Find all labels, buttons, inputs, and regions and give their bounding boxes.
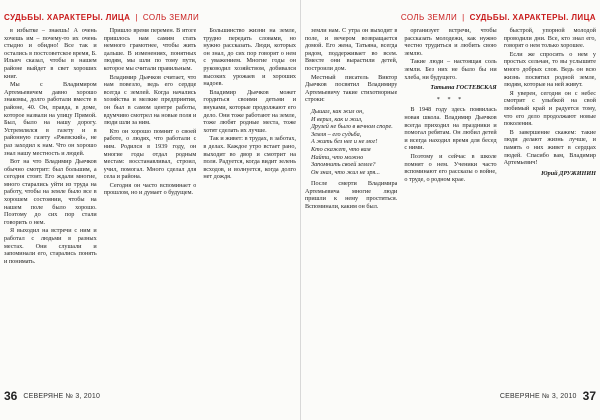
paragraph: Если же спросить о нем у простых сельчан, то вы услышите много добрых слов. Ведь он всю жизнь посвятил родной земле, людям, которые на ней живут. [503, 50, 596, 89]
poem-line: Найти, что можно [311, 153, 364, 161]
poem-line: А жить без нее и не мог! [311, 138, 378, 146]
subsection-title: СОЛЬ ЗЕМЛИ [142, 12, 200, 22]
poem-line: Запомнить своей земле? [311, 161, 376, 169]
poem-line: Дышал, как жил он, [311, 107, 364, 115]
paragraph: земли нам. С утра он выходит в поле, и вечером возвращается домой. Его жена, Татьяна, всегда рядом, поддерживает во всем. Вместе они вырастили детей, построили дом. [305, 27, 398, 72]
paragraph: Я уверен, сегодня он с небес смотрит с улыбкой на свой любимый край и радуется тому, что его дело продолжают новые поколения. [503, 89, 596, 128]
author-byline: Юрий ДРУЖИНИН [541, 169, 596, 177]
right-page [300, 0, 600, 420]
left-page-columns [4, 27, 296, 383]
section-title: СУДЬБЫ. ХАРАКТЕРЫ. ЛИЦА [469, 12, 596, 22]
paragraph: в избытке – знаешь! А очень хочешь им – почему-то их очень стыдно и обидно! Все так и остались в постсоветское время, Б. Ильич сказал, чтобы в нашем районе выйдет в свет хороших книг. [4, 27, 97, 80]
right-page-footer [500, 390, 596, 402]
paragraph: Мы с Владимиром Артемьевичем давно хорошо знакомы, долго работали вместе в районе, 40. Он, правда, в доме, которое назвали на улицу Прямой. Был, было на нашу дорогу. Устремлялся в газету и в районную газету «Ржевский», не раз заходил к нам. Что он хорошо знал нашу местность и людей. [4, 81, 97, 157]
section-divider: * * * [436, 95, 465, 103]
left-column-3 [203, 27, 296, 383]
right-column-3 [504, 27, 596, 383]
paragraph: быстрой, упорной молодой проводили дни. Все, кто знал его, говорят о нем только хорошее. [503, 27, 596, 50]
right-page-header [401, 10, 596, 24]
paragraph: Я выходил на встречи с ним и работал с людьми в разных местах. Они слушали и запоминали его, старались понять и понимать. [4, 227, 97, 265]
right-column-2 [404, 27, 496, 383]
paragraph: Вот на что Владимир Дьячков обычно смотрит: был большим, а сегодня стоит. Его ждали многие, много старались уйти из труда на работу, чтобы на земле было все в хорошем состоянии, чтобы на нашем поле было хорошо. Поэтому до сих пор стали говорить о нем. [4, 158, 97, 226]
paragraph: Владимир Дьячков может гордиться своими детьми и внуками, которые продолжают его дело. Они тоже работают на земле, тоже любят родные места, тоже хотят сделать их лучше. [203, 88, 297, 134]
poem [311, 108, 397, 176]
paragraph: Кто он хорошо помнит о своей работе, о людях, что работали с ним. Родился в 1939 году, он многие годы отдал родным местам: восстанавливал, строил, учил, помогал. Много сделал для села и района. [103, 127, 197, 181]
paragraph: Такие люди – настоящая соль земли. Без них не было бы ни хлеба, ни будущего. [404, 58, 497, 81]
poem-line: Земля – его судьба, [311, 130, 362, 138]
left-page-header [4, 10, 199, 24]
poem-line: И верил, как и жил, [311, 115, 363, 123]
left-page-footer [4, 390, 100, 402]
paragraph: Владимир Дьячков считает, что нам повезло, ведь его сердце всегда с землей. Когда начались хозяйства и мелкие предприятия, он был в самом центре работы, вдумчиво смотрел на новые поля и люди шли за ним. [103, 73, 197, 127]
paragraph: В завершение скажем: такие люди делают жизнь лучше, и память о них живет в сердцах людей. Спасибо вам, Владимир Артемьевич! [503, 128, 596, 167]
right-column-1 [305, 27, 397, 383]
paragraph: Местный писатель Виктор Дьячков посвятил Владимиру Артемьевичу такие стихотворные строки: [305, 73, 398, 104]
magazine-issue: СЕВЕРЯНЕ № 3, 2010 [499, 392, 577, 400]
paragraph: В 1948 году здесь появилась новая школа. Владимир Дьячков всегда приходил на праздники и помогал ребятам. Он любил детей и всегда находил время для бесед с ними. [404, 106, 497, 152]
paragraph: После смерти Владимира Артемьевича многие люди пришли к нему проститься. Вспоминали, каким он был. [305, 180, 398, 211]
page-number: 37 [582, 389, 596, 403]
header-separator: | [462, 12, 465, 22]
subsection-title: СОЛЬ ЗЕМЛИ [400, 12, 458, 22]
paragraph: Пришло время перемен. В итоге пришлось нам самим стать немного грамотнее, чтобы жить дальше. В изменениях, понятных людям, мы шли по тому пути, которое мы считали правильным. [103, 27, 197, 72]
paragraph: Поэтому и сейчас в школе помнят о нем. Ученики часто вспоминают его рассказы о войне, о труде, о родном крае. [404, 152, 497, 183]
left-column-2 [104, 27, 197, 383]
signature: Татьяна ГОСТЕВСКАЯ [430, 84, 497, 92]
paragraph: организует встречи, чтобы рассказать молодежи, как нужно честно трудиться и любить свою землю. [404, 27, 497, 57]
right-page-columns [305, 27, 596, 383]
paragraph: Большинство жизни на земле, трудно передать словами, но нужно рассказать. Люди, которых он знал, до сих пор говорят о нем с уважением. Многие годы он руководил хозяйством, добивался высоких урожаев и хороших надоев. [203, 27, 297, 88]
poem-line: Кто скажет, что вам [311, 145, 371, 153]
header-separator: | [135, 12, 138, 22]
magazine-issue: СЕВЕРЯНЕ № 3, 2010 [23, 392, 101, 400]
paragraph: Так и живет: в трудах, в заботах, в делах. Каждое утро встает рано, выходит во двор и смотрит на поля. Радуется, когда видит зелень всходов, и волнуется, когда долго нет дождя. [203, 135, 297, 181]
left-column-1 [4, 27, 97, 383]
poem-line: Он знал, что жил не зря... [311, 168, 380, 176]
poem-line: Друзей не было в вечном споре. [311, 123, 393, 131]
page-number: 36 [4, 389, 18, 403]
paragraph: Сегодня он часто вспоминает о прошлом, но и думает о будущем. [103, 181, 197, 197]
section-title: СУДЬБЫ. ХАРАКТЕРЫ. ЛИЦА [4, 12, 131, 22]
